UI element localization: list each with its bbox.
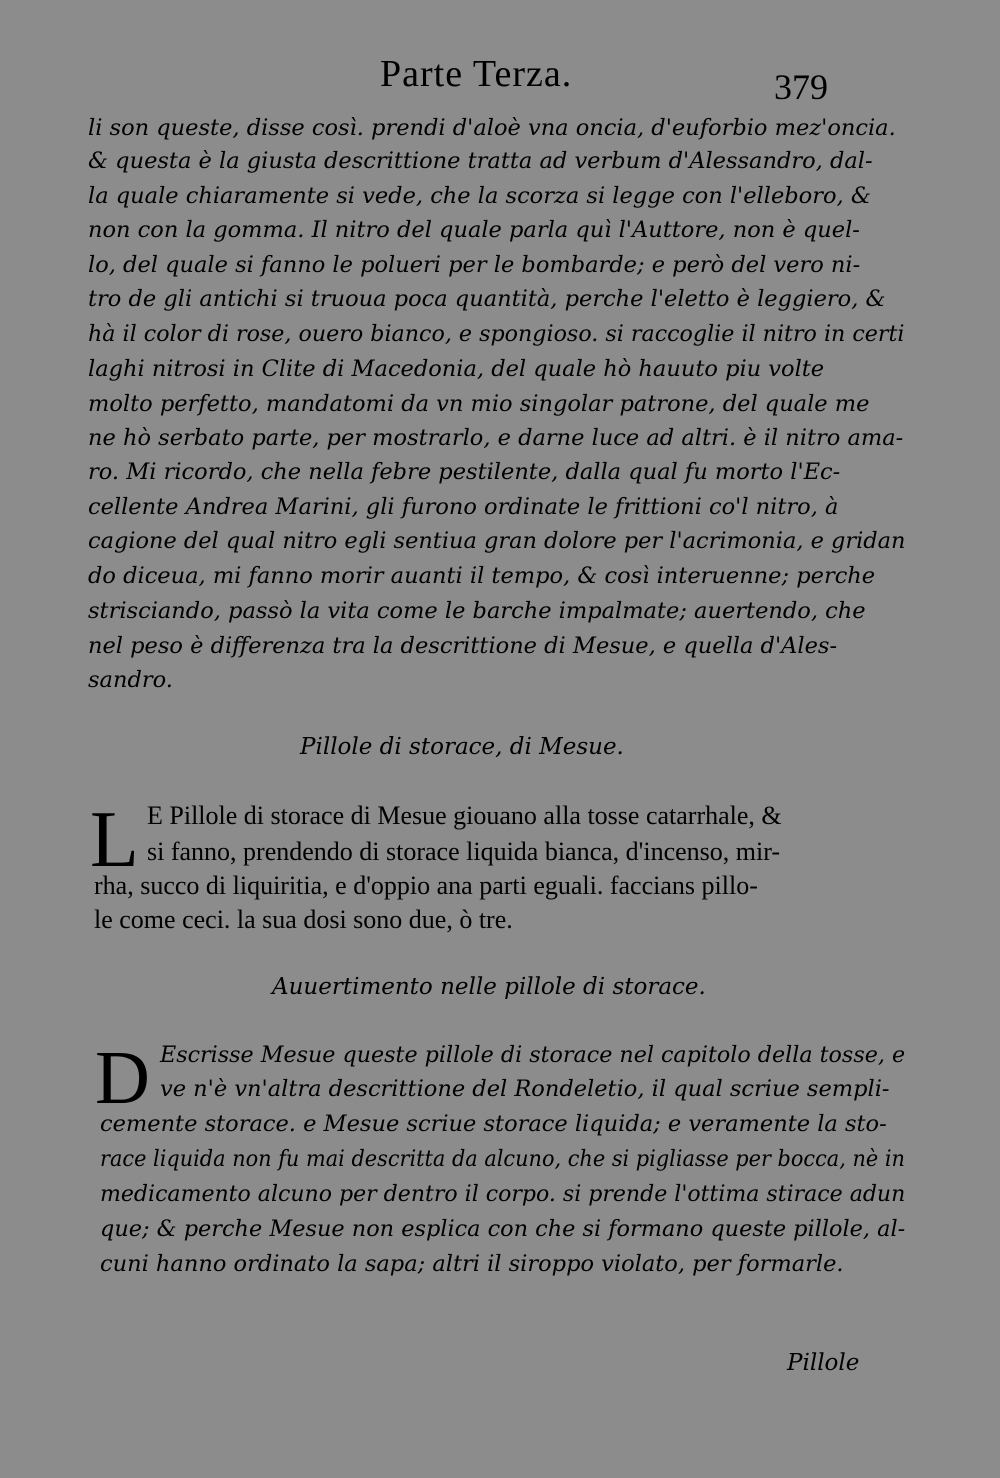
drop-cap: D (95, 1036, 150, 1120)
text-line: race liquida non fu mai descritta da alcuno, che si pigliasse per bocca, nè in (100, 1146, 905, 1172)
text-line: & questa è la giusta descrittione tratta ad verbum d'Alessandro, dal- (88, 148, 873, 174)
page-number: 379 (774, 67, 828, 107)
catchword: Pillole (787, 1350, 860, 1376)
text-line: ne hò serbato parte, per mostrarlo, e darne luce ad altri. è il nitro ama- (88, 425, 904, 451)
text-line: cemente storace. e Mesue scriue storace liquida; e veramente la sto- (100, 1111, 887, 1137)
text-line: non con la gomma. Il nitro del quale parla quì l'Auttore, non è quel- (88, 217, 860, 243)
text-line: medicamento alcuno per dentro il corpo. si prende l'ottima stirace adun (100, 1181, 906, 1207)
text-line: cuni hanno ordinato la sapa; altri il siroppo violato, per formarle. (100, 1251, 844, 1277)
text-line: lo, del quale si fanno le polueri per le bombarde; e però del vero ni- (88, 252, 861, 278)
text-line: li son queste, disse così. prendi d'aloè vna oncia, d'euforbio mez'oncia. (88, 115, 896, 141)
text-line: sandro. (88, 667, 173, 693)
text-line: do diceua, mi fanno morir auanti il tempo, & così interuenne; perche (88, 563, 876, 589)
text-line: ve n'è vn'altra descrittione del Rondeletio, il qual scriue sempli- (160, 1076, 890, 1102)
text-line: tro de gli antichi si truoua poca quantità, perche l'eletto è leggiero, & (88, 286, 886, 312)
text-line: la quale chiaramente si vede, che la scorza si legge con l'elleboro, & (88, 183, 871, 209)
section-heading-pillole: Pillole di storace, di Mesue. (300, 734, 624, 760)
section-heading-auuertimento: Auuertimento nelle pillole di storace. (272, 974, 706, 1000)
text-line: si fanno, prendendo di storace liquida bianca, d'incenso, mir- (147, 837, 781, 866)
text-line: laghi nitrosi in Clite di Macedonia, del quale hò hauuto piu volte (88, 356, 825, 382)
text-line: le come ceci. la sua dosi sono due, ò tre. (94, 905, 513, 934)
text-line: que; & perche Mesue non esplica con che si formano queste pillole, al- (100, 1216, 906, 1242)
text-line: strisciando, passò la vita come le barche impalmate; auertendo, che (88, 598, 866, 624)
text-line: Escrisse Mesue queste pillole di storace nel capitolo della tosse, e (160, 1042, 906, 1068)
running-head: Parte Terza. (380, 53, 573, 95)
text-line: ro. Mi ricordo, che nella febre pestilente, dalla qual fu morto l'Ec- (88, 459, 841, 485)
text-line: E Pillole di storace di Mesue giouano alla tosse catarrhale, & (147, 801, 782, 830)
text-line: rha, succo di liquiritia, e d'oppio ana parti eguali. faccians pillo- (94, 871, 758, 900)
drop-cap: L (90, 796, 139, 884)
text-line: hà il color di rose, ouero bianco, e spongioso. si raccoglie il nitro in certi (88, 321, 905, 347)
text-line: cellente Andrea Marini, gli furono ordinate le frittioni co'l nitro, à (88, 494, 839, 520)
text-line: molto perfetto, mandatomi da vn mio singolar patrone, del quale me (88, 391, 870, 417)
text-line: nel peso è differenza tra la descrittione di Mesue, e quella d'Ales- (88, 633, 838, 659)
text-line: cagione del qual nitro egli sentiua gran dolore per l'acrimonia, e gridan (88, 528, 906, 554)
